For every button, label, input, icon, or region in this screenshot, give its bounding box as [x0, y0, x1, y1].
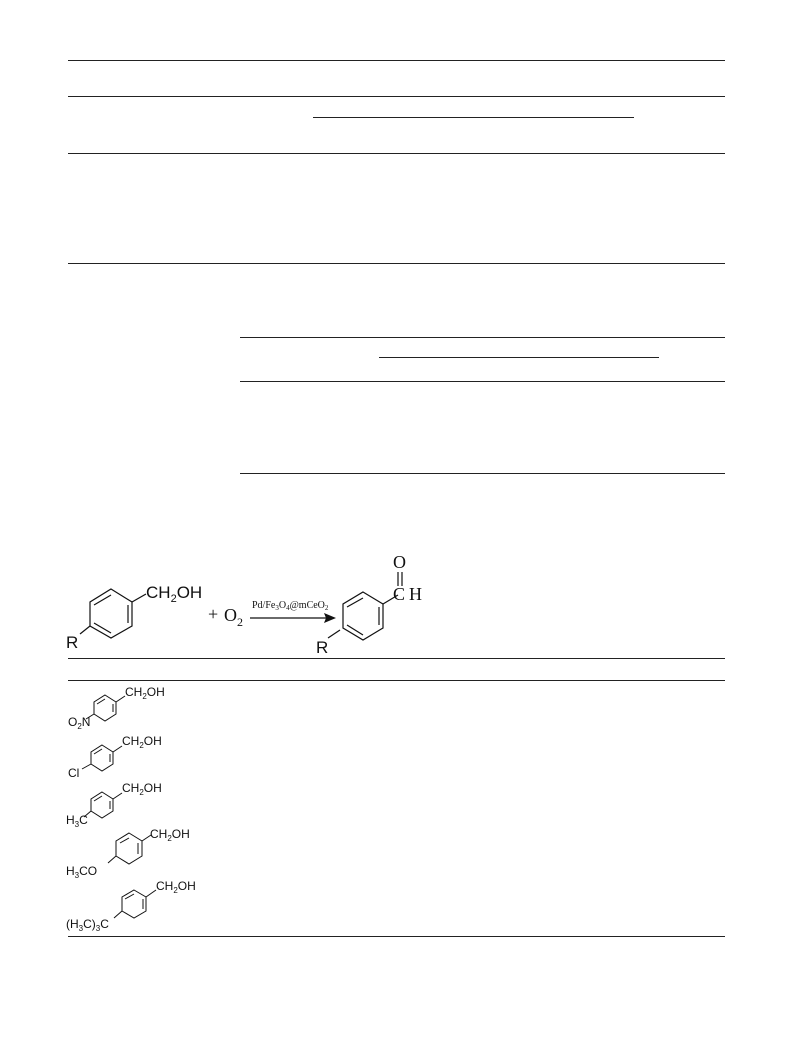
- plus-sign: +: [208, 604, 219, 624]
- carbonyl-c-label: C: [393, 584, 406, 604]
- table3-header-rule: [68, 680, 725, 681]
- substrate-structures: [62, 682, 232, 934]
- carbonyl-h-label: H: [409, 584, 422, 604]
- oxygen-label: $O_2$: [224, 605, 243, 629]
- table2-header-rule: [240, 381, 725, 382]
- table1-subheader-rule: [313, 117, 634, 118]
- substrate-5-ring: [114, 890, 156, 918]
- table2-subheader-rule: [379, 357, 659, 358]
- catalyst-label: $Pd/Fe_3O_4@mCeO_2$: [252, 600, 329, 612]
- table1-top-rule: [68, 60, 725, 61]
- table3-top-rule: [68, 658, 725, 659]
- product-benzene-ring: [328, 572, 402, 640]
- reactant-ch2oh-label: $CH_2OH$: [146, 583, 203, 605]
- reaction-arrow: [250, 613, 336, 623]
- substrate-2-ch2oh: $CH_2OH$: [122, 734, 162, 750]
- reactant-r-label: R: [66, 633, 79, 652]
- substrate-3-ring: [84, 792, 122, 818]
- reactant-benzene-ring: [80, 589, 146, 638]
- carbonyl-o-label: O: [393, 552, 406, 572]
- substrate-4-prefix: $H_3CO$: [66, 864, 98, 880]
- substrate-1-prefix: $O_2N$: [68, 715, 91, 731]
- substrate-2-ring: [82, 745, 122, 771]
- substrate-5-ch2oh: $CH_2OH$: [156, 879, 196, 895]
- table1-body-rule: [68, 153, 725, 154]
- table2-bottom-rule: [240, 473, 725, 474]
- substrate-4-ch2oh: $CH_2OH$: [150, 827, 190, 843]
- substrate-1-ch2oh: $CH_2OH$: [125, 685, 165, 701]
- table1-header-rule: [68, 96, 725, 97]
- substrate-3-ch2oh: $CH_2OH$: [122, 781, 162, 797]
- table2-top-rule: [240, 337, 725, 338]
- product-r-label: R: [316, 638, 329, 657]
- table3-bottom-rule: [68, 936, 725, 937]
- substrate-3-prefix: $H_3C$: [66, 813, 88, 829]
- table1-bottom-rule: [68, 263, 725, 264]
- substrate-4-ring: [108, 833, 151, 864]
- reaction-scheme: [60, 540, 480, 660]
- substrate-1-ring: [86, 695, 125, 721]
- substrate-5-prefix: $(H_3C)_3C$: [66, 917, 109, 933]
- substrate-2-prefix: Cl: [68, 766, 80, 780]
